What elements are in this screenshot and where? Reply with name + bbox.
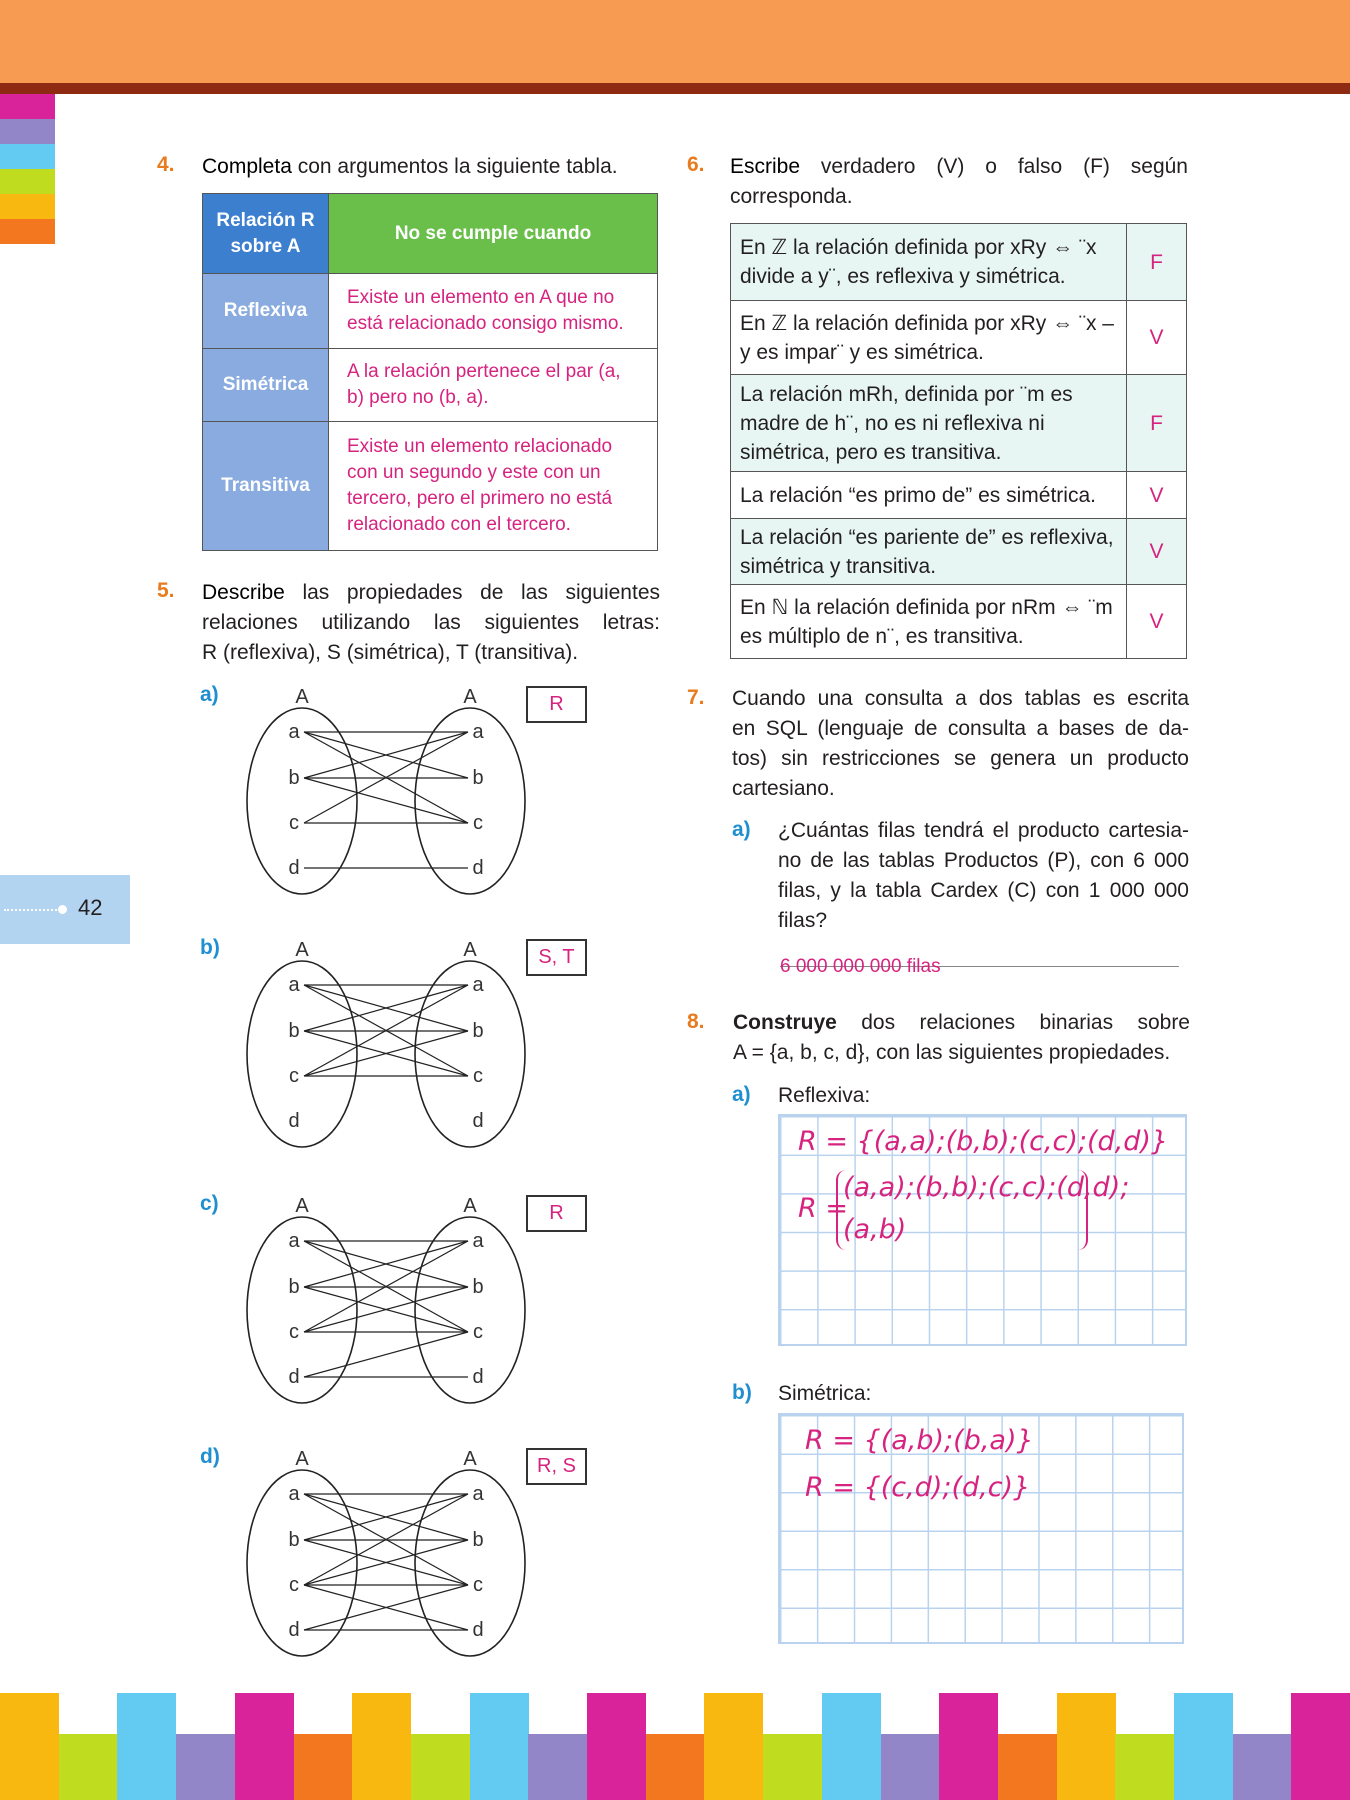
statement: La relación mRh, definida por ¨m es madre de h¨, no es ni reflexiva ni simétrica, pero es transitiva. (731, 375, 1127, 472)
s8-b-label: b) (732, 1381, 752, 1404)
diagram-label: d) (200, 1445, 220, 1468)
relation-edge (304, 778, 468, 823)
s8-a-text: Reflexiva: (778, 1084, 871, 1107)
s7-a-label: a) (732, 818, 751, 841)
s7-line: cartesiano. (732, 777, 835, 800)
statement: En ℤ la relación definida por xRy ⇔ ¨x divide a y¨, es reflexiva y simétrica. (731, 224, 1127, 301)
set-label: A (295, 686, 309, 708)
properties-table (202, 193, 658, 551)
node-label: c (289, 1065, 299, 1087)
color-tab (0, 94, 55, 119)
decorative-bar (294, 1734, 353, 1800)
set-ellipse-right (415, 961, 525, 1147)
node-label: d (472, 857, 484, 879)
node-label: a (288, 721, 300, 743)
arrow-diagram (230, 1442, 550, 1672)
s6-line: verdadero (V) o falso (F) según (800, 155, 1188, 178)
diagram-label: c) (200, 1192, 219, 1215)
set-label: A (463, 1195, 477, 1217)
node-label: b (288, 1529, 300, 1551)
relation-edge (304, 1332, 468, 1377)
set-ellipse-left (247, 961, 357, 1147)
page-number: 42 (78, 895, 103, 920)
answer: V (1127, 519, 1187, 585)
set-ellipse-left (247, 1217, 357, 1403)
statement: La relación “es primo de” es simétrica. (731, 472, 1127, 519)
decorative-bar (998, 1734, 1057, 1800)
s4-verb: Completa (202, 155, 292, 178)
node-label: a (288, 1483, 300, 1505)
node-label: a (472, 721, 484, 743)
node-label: b (288, 767, 300, 789)
arrow-diagram (230, 680, 550, 910)
answer: V (1127, 472, 1187, 519)
set-ellipse-left (247, 1470, 357, 1656)
decorative-bar (587, 1693, 646, 1800)
node-label: a (472, 974, 484, 996)
decorative-bar (1115, 1734, 1174, 1800)
decorative-bar (763, 1734, 822, 1800)
set-label: A (463, 1448, 477, 1470)
decorative-bar (822, 1693, 881, 1800)
s7-line: tos) sin restricciones se genera un producto (732, 747, 1189, 770)
reflexive-answer-2-line1: (a,a);(b,b);(c,c);(d,d); (843, 1172, 1130, 1203)
true-false-table (730, 223, 1187, 659)
s6-line: corresponda. (730, 185, 853, 208)
node-label: c (289, 1321, 299, 1343)
arrow-diagram (230, 1189, 550, 1419)
node-label: c (289, 812, 299, 834)
set-label: A (463, 939, 477, 961)
diagram-label: b) (200, 936, 220, 959)
color-tab (0, 144, 55, 169)
row-head: Reflexiva (203, 274, 329, 349)
node-label: a (288, 1230, 300, 1252)
answer: F (1127, 375, 1187, 472)
set-label: A (295, 1448, 309, 1470)
node-label: c (473, 1321, 483, 1343)
row-answer: A la relación pertenece el par (a, b) pero no (b, a). (329, 349, 658, 422)
page-number-tab (0, 875, 130, 944)
row-answer: Existe un elemento en A que no está relacionado consigo mismo. (329, 274, 658, 349)
node-label: d (288, 1110, 300, 1132)
answer-box: R (526, 1195, 587, 1232)
set-label: A (295, 1195, 309, 1217)
node-label: d (288, 1366, 300, 1388)
decorative-bar (528, 1734, 587, 1800)
statement: En ℤ la relación definida por xRy ⇔ ¨x – y es impar¨ y es simétrica. (731, 301, 1127, 375)
node-label: a (472, 1483, 484, 1505)
s8-line: A = {a, b, c, d}, con las siguientes propiedades. (733, 1041, 1171, 1064)
answer: F (1127, 224, 1187, 301)
set-ellipse-left (247, 708, 357, 894)
symmetric-answer-1: R = {(a,b);(b,a)} (805, 1425, 1034, 1456)
row-head: Simétrica (203, 349, 329, 422)
answer-box: R (526, 686, 587, 723)
s5-line: relaciones utilizando las siguientes letras: (202, 611, 660, 634)
s7-line: Cuando una consulta a dos tablas es escrita (732, 687, 1189, 710)
node-label: c (473, 1574, 483, 1596)
reflexive-answer-2-line2: (a,b) (843, 1214, 907, 1245)
s5-line: las propiedades de las siguientes (284, 581, 660, 604)
decorative-bar (176, 1734, 235, 1800)
decorative-bar (881, 1734, 940, 1800)
set-label: A (295, 939, 309, 961)
row-answer: Existe un elemento relacionado con un segundo y este con un tercero, pero el primero no está relacionado con el tercero. (329, 422, 658, 551)
node-label: b (472, 1529, 484, 1551)
row-head: Transitiva (203, 422, 329, 551)
set-ellipse-right (415, 708, 525, 894)
decorative-bar (470, 1693, 529, 1800)
s7-line: en SQL (lenguaje de consulta a bases de da- (732, 717, 1189, 740)
s5-line: R (reflexiva), S (simétrica), T (transitiva). (202, 641, 579, 664)
header-condition: No se cumple cuando (329, 194, 658, 274)
node-label: c (473, 812, 483, 834)
node-label: d (472, 1366, 484, 1388)
node-label: d (288, 857, 300, 879)
color-tab (0, 194, 55, 219)
diagram-label: a) (200, 683, 219, 706)
node-label: c (473, 1065, 483, 1087)
s7-a-line: filas, y la tabla Cardex (C) con 1 000 000 (778, 879, 1189, 902)
reflexive-answer-2-lhs: R = (798, 1193, 848, 1224)
header-relation: Relación R sobre A (203, 194, 329, 274)
decorative-bar (1174, 1693, 1233, 1800)
decorative-bar (646, 1734, 705, 1800)
decorative-bar (704, 1693, 763, 1800)
decorative-bar (235, 1693, 294, 1800)
section-7-number: 7. (687, 686, 705, 709)
node-label: d (472, 1110, 484, 1132)
arrow-diagram (230, 933, 550, 1163)
color-tab (0, 169, 55, 194)
section-6-number: 6. (687, 153, 705, 176)
color-tab (0, 119, 55, 144)
node-label: c (289, 1574, 299, 1596)
header-stripe (0, 83, 1350, 94)
node-label: b (472, 1020, 484, 1042)
answer-box: S, T (526, 939, 587, 976)
statement: La relación “es pariente de” es reflexiva, simétrica y transitiva. (731, 519, 1127, 585)
symmetric-answer-2: R = {(c,d);(d,c)} (805, 1472, 1031, 1503)
decorative-bar (411, 1734, 470, 1800)
node-label: b (472, 1276, 484, 1298)
decorative-bar (1233, 1734, 1292, 1800)
color-tab (0, 219, 55, 244)
s8-b-text: Simétrica: (778, 1382, 872, 1405)
node-label: b (288, 1276, 300, 1298)
answer-box: R, S (526, 1448, 587, 1485)
decorative-bar (939, 1693, 998, 1800)
section-8-number: 8. (687, 1010, 705, 1033)
node-label: a (288, 974, 300, 996)
decorative-bar (1057, 1693, 1116, 1800)
decorative-bar (1291, 1693, 1350, 1800)
node-label: d (472, 1619, 484, 1641)
set-ellipse-right (415, 1217, 525, 1403)
s7-a-line: filas? (778, 909, 828, 932)
node-label: b (472, 767, 484, 789)
decorative-bar (59, 1734, 118, 1800)
set-ellipse-right (415, 1470, 525, 1656)
reflexive-answer-1: R = {(a,a);(b,b);(c,c);(d,d)} (798, 1126, 1169, 1157)
s6-verb: Escribe (730, 155, 801, 178)
header-band (0, 0, 1350, 83)
section-5-number: 5. (157, 579, 175, 602)
s7-a-line: no de las tablas Productos (P), con 6 000 (778, 849, 1189, 872)
statement: En ℕ la relación definida por nRm ⇔ ¨m es múltiplo de n¨, es transitiva. (731, 585, 1127, 659)
s7-answer: 6 000 000 000 filas (780, 956, 941, 977)
decorative-bar (0, 1693, 59, 1800)
node-label: b (288, 1020, 300, 1042)
decorative-bar (117, 1693, 176, 1800)
answer: V (1127, 585, 1187, 659)
s8-line: dos relaciones binarias sobre (836, 1011, 1190, 1034)
answer: V (1127, 301, 1187, 375)
set-label: A (463, 686, 477, 708)
s5-verb: Describe (202, 581, 285, 604)
node-label: d (288, 1619, 300, 1641)
s7-a-line: ¿Cuántas filas tendrá el producto cartesia- (778, 819, 1189, 842)
s8-verb: Construye (733, 1011, 837, 1034)
decorative-bar (352, 1693, 411, 1800)
node-label: a (472, 1230, 484, 1252)
s8-a-label: a) (732, 1083, 751, 1106)
s4-instruction: con argumentos la siguiente tabla. (291, 155, 618, 178)
section-4-number: 4. (157, 153, 175, 176)
